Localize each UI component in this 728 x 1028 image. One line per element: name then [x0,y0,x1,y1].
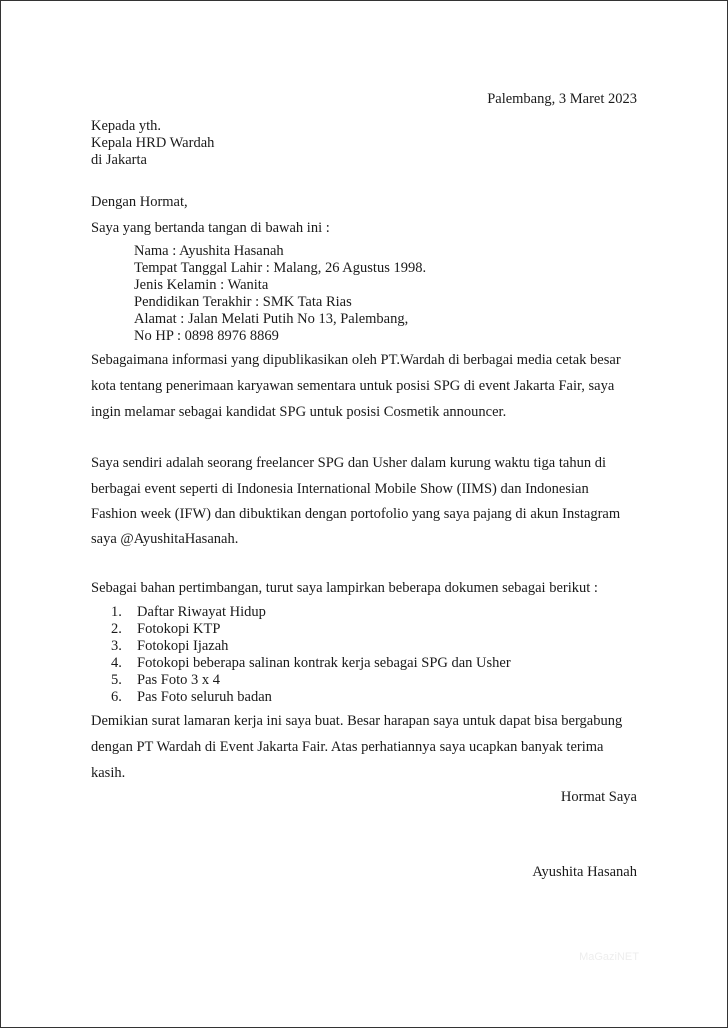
closing-line-3: kasih. [91,765,126,781]
para2-line-4: saya @AyushitaHasanah. [91,531,239,547]
identity-birth: Tempat Tanggal Lahir : Malang, 26 Agustus 1998. [134,260,427,276]
para1-line-1: Sebagaimana informasi yang dipublikasikan oleh PT.Wardah di berbagai media cetak besar [91,352,621,368]
para1-line-3: ingin melamar sebagai kandidat SPG untuk posisi Cosmetik announcer. [91,404,507,420]
greeting: Dengan Hormat, [91,194,188,210]
watermark: MaGaziNET [579,951,639,963]
list-item-number: 5. [111,672,122,688]
identity-phone: No HP : 0898 8976 8869 [134,328,279,344]
list-item-text: Daftar Riwayat Hidup [137,604,266,620]
identity-name: Nama : Ayushita Hasanah [134,243,284,259]
identity-gender: Jenis Kelamin : Wanita [134,277,269,293]
list-item [111,621,511,638]
list-item-number: 6. [111,689,122,705]
list-item [111,672,511,689]
list-item-number: 2. [111,621,122,637]
para2-line-1: Saya sendiri adalah seorang freelancer SPG dan Usher dalam kurung waktu tiga tahun di [91,455,606,471]
identity-education: Pendidikan Terakhir : SMK Tata Rias [134,294,352,310]
attachments-intro: Sebagai bahan pertimbangan, turut saya lampirkan beberapa dokumen sebagai berikut : [91,580,598,596]
attachments-list [111,604,511,706]
list-item-text: Pas Foto 3 x 4 [137,672,220,688]
intro-line: Saya yang bertanda tangan di bawah ini : [91,220,330,236]
list-item-text: Fotokopi KTP [137,621,221,637]
para1-line-2: kota tentang penerimaan karyawan sementara untuk posisi SPG di event Jakarta Fair, saya [91,378,615,394]
recipient-line-2: Kepala HRD Wardah [91,135,215,151]
list-item-text: Fotokopi beberapa salinan kontrak kerja sebagai SPG dan Usher [137,655,511,671]
recipient-line-1: Kepada yth. [91,118,162,134]
identity-address: Alamat : Jalan Melati Putih No 13, Palembang, [134,311,409,327]
list-item-text: Pas Foto seluruh badan [137,689,272,705]
closing-line-1: Demikian surat lamaran kerja ini saya buat. Besar harapan saya untuk dapat bisa bergabung [91,713,623,729]
list-item [111,689,511,706]
list-item-number: 1. [111,604,122,620]
para2-line-3: Fashion week (IFW) dan dibuktikan dengan portofolio yang saya pajang di akun Instagram [91,506,621,522]
signature-name: Ayushita Hasanah [532,864,637,880]
list-item [111,604,511,621]
recipient-line-3: di Jakarta [91,152,147,168]
letter-date: Palembang, 3 Maret 2023 [487,91,637,107]
list-item [111,638,511,655]
list-item-text: Fotokopi Ijazah [137,638,229,654]
closing-line-2: dengan PT Wardah di Event Jakarta Fair. Atas perhatiannya saya ucapkan banyak terima [91,739,604,755]
signoff: Hormat Saya [560,789,637,805]
list-item-number: 4. [111,655,122,671]
list-item-number: 3. [111,638,122,654]
para2-line-2: berbagai event seperti di Indonesia International Mobile Show (IIMS) dan Indonesian [91,481,589,497]
list-item [111,655,511,672]
